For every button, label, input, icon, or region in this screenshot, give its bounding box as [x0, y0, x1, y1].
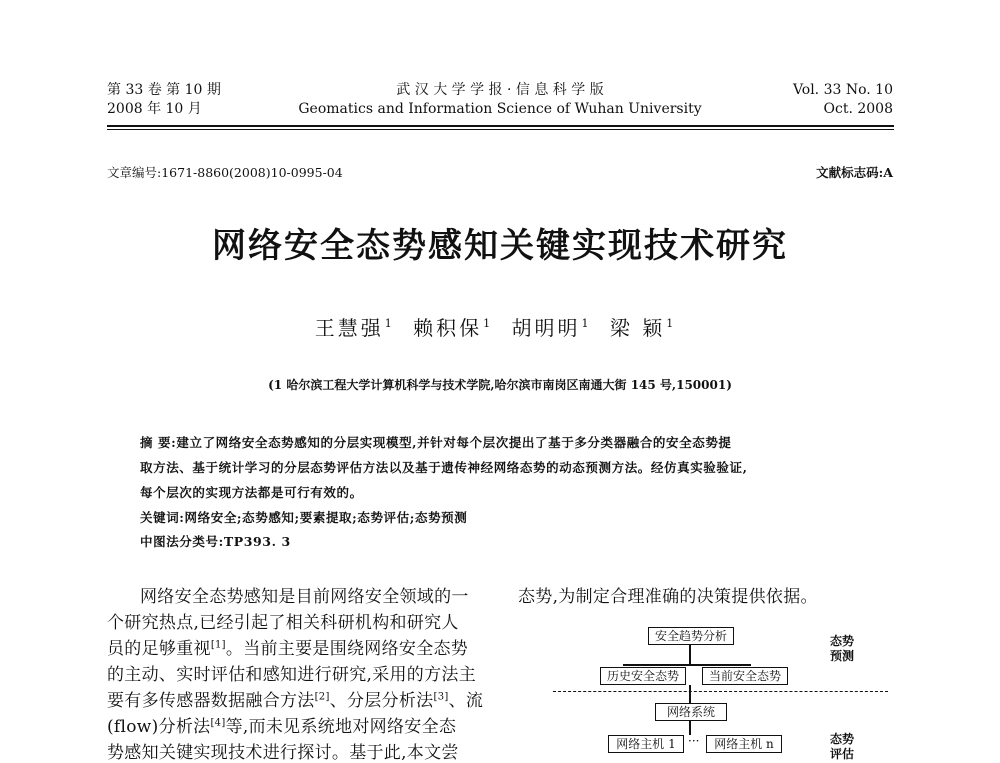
box-host-1: 网络主机 1 [608, 735, 684, 753]
author-affiliation-mark: 1 [483, 317, 491, 331]
connector [689, 645, 691, 665]
body-text-line: 个研究热点,已经引起了相关科研机构和研究人 [107, 613, 459, 633]
journal-name-en: Geomatics and Information Science of Wuhan University [298, 101, 702, 117]
box-current-situation: 当前安全态势 [702, 667, 788, 685]
article-number: 文章编号:1671-8860(2008)10-0995-04 [107, 165, 343, 180]
author-affiliation-mark: 1 [384, 317, 392, 331]
author-name: 赖积保 [413, 316, 483, 340]
layer-divider [553, 691, 888, 692]
issue-date-cn: 2008 年 10 月 [107, 101, 202, 117]
box-network-system: 网络系统 [655, 703, 727, 721]
volume-en: Vol. 33 No. 10 [792, 82, 893, 98]
body-text-line: (flow)分析法[4]等,而未见系统地对网络安全态 [107, 717, 457, 737]
author-list [0, 312, 1000, 341]
issue-date-en: Oct. 2008 [823, 101, 893, 117]
author-name: 王慧强 [314, 316, 384, 340]
body-text-line: 员的足够重视[1]。当前主要是围绕网络安全态势 [107, 639, 469, 659]
connector [623, 664, 751, 666]
abstract-line: 每个层次的实现方法都是可行有效的。 [140, 485, 363, 500]
author-name: 胡明明 [511, 316, 581, 340]
header-rule-top [107, 125, 894, 127]
connector [689, 685, 691, 704]
label-situation-evaluation: 态势 评估 [829, 732, 854, 761]
connector [689, 721, 691, 735]
body-text-line: 网络安全态势感知是目前网络安全领域的一 [140, 587, 469, 607]
issue-number: 第 33 卷 第 10 期 [107, 82, 221, 98]
box-trend-analysis: 安全趋势分析 [648, 627, 734, 645]
document-code: 文献标志码:A [816, 165, 893, 180]
keywords: 关键词:网络安全;态势感知;要素提取;态势评估;态势预测 [140, 510, 468, 525]
box-host-n: 网络主机 n [706, 735, 782, 753]
label-situation-prediction: 态势 预测 [829, 634, 854, 663]
body-text-line: 态势,为制定合理准确的决策提供依据。 [518, 587, 818, 607]
paper-title: 网络安全态势感知关键实现技术研究 [212, 226, 788, 266]
body-text-line: 势感知关键实现技术进行探讨。基于此,本文尝 [107, 743, 459, 763]
header-rule-bottom [107, 129, 894, 130]
classification-number: 中图法分类号:TP393. 3 [140, 534, 291, 549]
abstract-line: 取方法、基于统计学习的分层态势评估方法以及基于遗传神经网络态势的动态预测方法。经仿真实验验证, [140, 460, 748, 475]
box-history-situation: 历史安全态势 [600, 667, 686, 685]
author-affiliation-mark: 1 [581, 317, 589, 331]
citation: [1] [210, 639, 226, 651]
body-text-line: 的主动、实时评估和感知进行研究,采用的方法主 [107, 665, 477, 685]
host-ellipsis: ··· [688, 734, 700, 748]
body-text-line: 要有多传感器数据融合方法[2]、分层分析法[3]、流 [107, 691, 484, 711]
affiliation: (1 哈尔滨工程大学计算机科学与技术学院,哈尔滨市南岗区南通大街 145 号,150001) [268, 378, 732, 392]
citation: [2] [314, 691, 330, 703]
journal-name-cn: 武 汉 大 学 学 报 · 信 息 科 学 版 [396, 82, 604, 98]
citation: [3] [433, 691, 449, 703]
author-name: 梁 颖 [609, 316, 666, 340]
citation: [4] [210, 717, 226, 729]
author-affiliation-mark: 1 [666, 317, 674, 331]
abstract-line: 摘 要:建立了网络安全态势感知的分层实现模型,并针对每个层次提出了基于多分类器融合的安全态势提 [140, 435, 732, 450]
